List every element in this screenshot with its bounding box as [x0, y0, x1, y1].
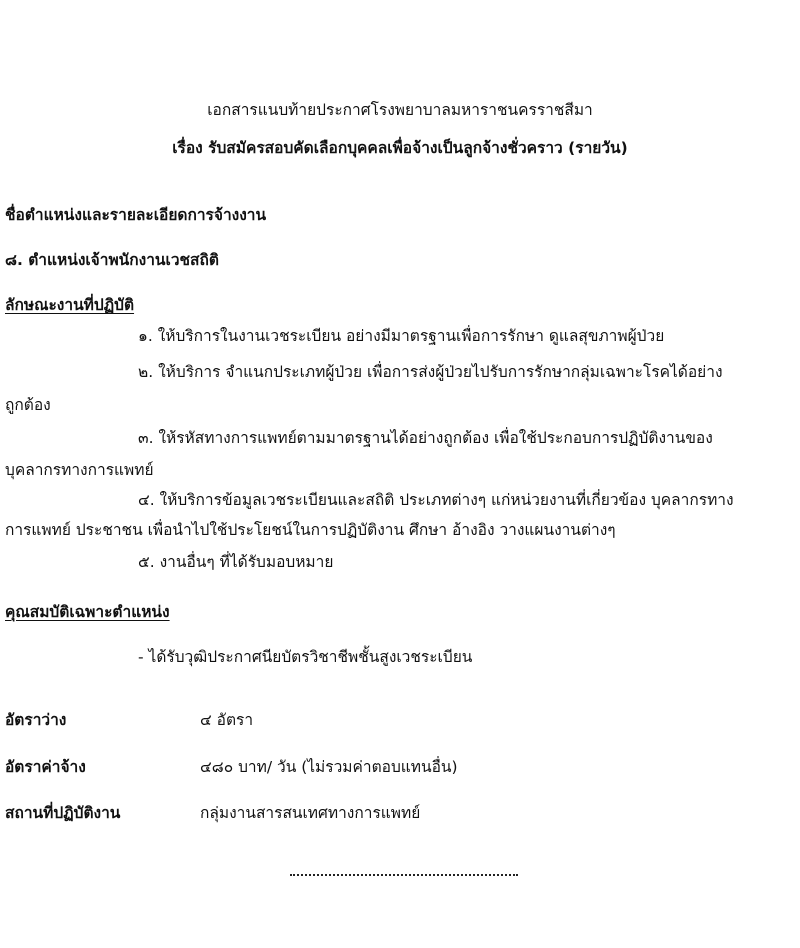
wage-label: อัตราค่าจ้าง — [5, 758, 86, 776]
workplace-value: กลุ่มงานสารสนเทศทางการแพทย์ — [200, 804, 421, 822]
duties-heading: ลักษณะงานที่ปฏิบัติ — [5, 296, 135, 314]
qualifications-heading: คุณสมบัติเฉพาะตำแหน่ง — [5, 603, 170, 621]
document-header-line1: เอกสารแนบท้ายประกาศโรงพยาบาลมหาราชนครราชสีมา — [207, 101, 593, 119]
duty-item-4-line1: ๔. ให้บริการข้อมูลเวชระเบียนและสถิติ ประเภทต่างๆ แก่หน่วยงานที่เกี่ยวข้อง บุคลากรทาง — [138, 491, 734, 509]
duty-item-2-line1: ๒. ให้บริการ จำแนกประเภทผู้ป่วย เพื่อการส่งผู้ป่วยไปรับการรักษากลุ่มเฉพาะโรคได้อย่าง — [138, 363, 723, 381]
vacancy-label: อัตราว่าง — [5, 711, 67, 729]
vacancy-value: ๔ อัตรา — [200, 711, 254, 729]
document-header-line2: เรื่อง รับสมัครสอบคัดเลือกบุคคลเพื่อจ้างเป็นลูกจ้างชั่วคราว (รายวัน) — [172, 139, 628, 157]
qualification-item-1: - ได้รับวุฒิประกาศนียบัตรวิชาชีพชั้นสูงเวชระเบียน — [138, 648, 473, 666]
workplace-label: สถานที่ปฏิบัติงาน — [5, 804, 121, 822]
duty-item-3-line1: ๓. ให้รหัสทางการแพทย์ตามมาตรฐานได้อย่างถูกต้อง เพื่อใช้ประกอบการปฏิบัติงานของ — [138, 429, 713, 447]
duty-item-4-line2: การแพทย์ ประชาชน เพื่อนำไปใช้ประโยชน์ในการปฏิบัติงาน ศึกษา อ้างอิง วางแผนงานต่างๆ — [5, 521, 616, 539]
end-of-document-divider — [290, 874, 518, 876]
duty-item-3-line2: บุคลากรทางการแพทย์ — [5, 461, 154, 479]
position-title: ๘. ตำแหน่งเจ้าพนักงานเวชสถิติ — [5, 251, 219, 269]
duty-item-1: ๑. ให้บริการในงานเวชระเบียน อย่างมีมาตรฐานเพื่อการรักษา ดูแลสุขภาพผู้ป่วย — [138, 327, 665, 345]
duty-item-2-line2: ถูกต้อง — [5, 396, 51, 414]
wage-value: ๔๘๐ บาท/ วัน (ไม่รวมค่าตอบแทนอื่น) — [200, 758, 458, 776]
duty-item-5: ๕. งานอื่นๆ ที่ได้รับมอบหมาย — [138, 553, 334, 571]
section-title: ชื่อตำแหน่งและรายละเอียดการจ้างงาน — [5, 206, 267, 224]
